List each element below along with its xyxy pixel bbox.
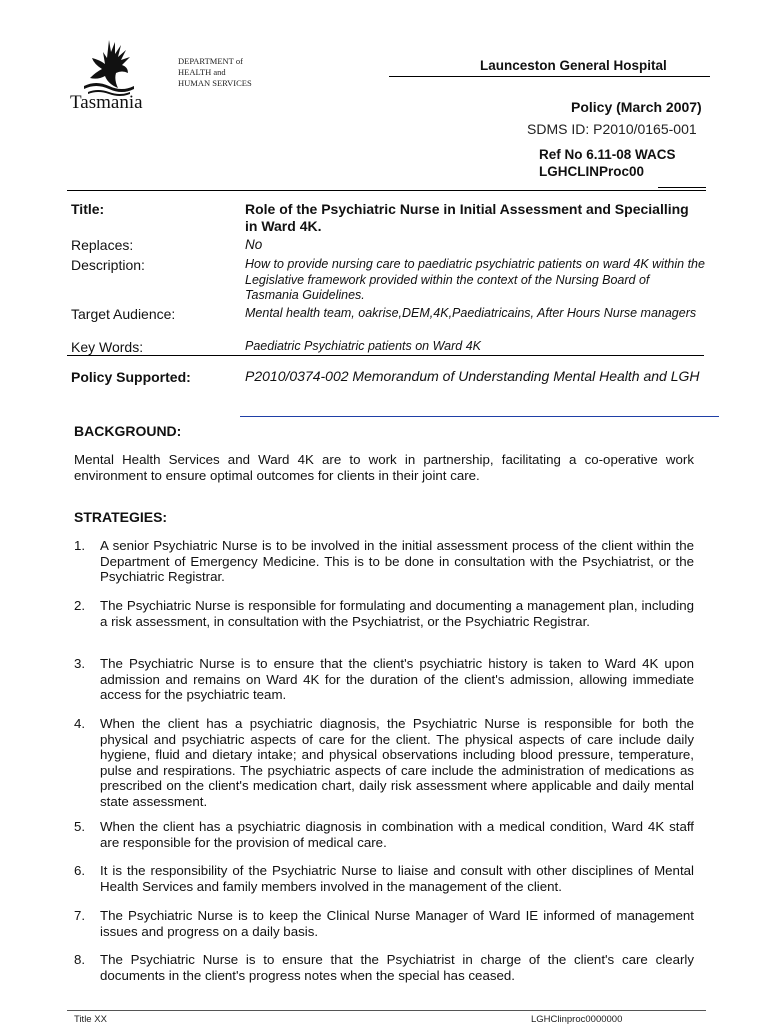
dept-line-3: HUMAN SERVICES [178,78,252,88]
title-value: Role of the Psychiatric Nurse in Initial Assessment and Specialling in Ward 4K. [245,201,689,234]
strategy-text: The Psychiatric Nurse is to ensure that the Psychiatrist in charge of the client's care clearly documents in the client's progress notes when the special has ceased. [100,952,694,983]
footer-rule [67,1010,706,1011]
supported-underline [240,416,719,417]
strategy-item [74,598,694,629]
meta-top-rule [67,190,706,191]
ref-underline [658,187,706,188]
dept-line-1: DEPARTMENT of [178,56,243,66]
background-text: Mental Health Services and Ward 4K are to work in partnership, facilitating a co-operative work environment to ensure optimal outcomes for clients in their joint care. [74,452,694,483]
strategy-item [74,952,694,983]
strategy-text: The Psychiatric Nurse is to ensure that the client's psychiatric history is taken to Ward 4K upon admission and remains on Ward 4K for the duration of the client's admission, allowing immediate access for the psychiatric team. [100,656,694,702]
strategy-number: 2. [74,598,86,613]
strategy-number: 3. [74,656,86,671]
strategy-item [74,819,694,850]
strategy-item [74,656,694,703]
strategy-number: 4. [74,716,86,731]
title-label: Title: [71,201,105,217]
audience-value: Mental health team, oakrise,DEM,4K,Paediatricains, After Hours Nurse managers [245,306,697,320]
department-name [178,56,252,89]
strategy-item [74,908,694,939]
policy-supported-value: P2010/0374-002 Memorandum of Understanding Mental Health and LGH [245,368,700,384]
strategy-text: The Psychiatric Nurse is to keep the Clinical Nurse Manager of Ward IE informed of management issues and progress on a daily basis. [100,908,694,939]
strategy-number: 6. [74,863,86,878]
replaces-value: No [245,237,263,252]
strategy-number: 7. [74,908,86,923]
description-label: Description: [71,257,145,273]
state-name: Tasmania [70,92,143,113]
strategy-number: 8. [74,952,86,967]
footer-left: Title XX [74,1014,107,1025]
dept-line-2: HEALTH and [178,67,226,77]
strategy-item [74,716,694,809]
strategy-text: The Psychiatric Nurse is responsible for formulating and documenting a management plan, including a risk assessment, in consultation with the Psychiatrist, or the Psychiatric Registrar. [100,598,694,629]
strategy-text: When the client has a psychiatric diagnosis, the Psychiatric Nurse is responsible for both the physical and psychiatric aspects of care for the client. The physical aspects of care include daily hygiene, fluid and dietary intake; and physical observations including blood pressure, temperature, pulse and respirations. The psychiatric aspects of care include the administration of medications as prescribed on the client's medication chart, daily risk assessment where applicable and daily mental state assessment. [100,716,694,809]
keywords-value: Paediatric Psychiatric patients on Ward 4K [245,339,481,353]
header-rule [389,76,710,77]
strategy-item [74,863,694,894]
strategy-item [74,538,694,585]
ref-number: Ref No 6.11-08 WACS [539,147,676,162]
meta-bottom-rule [67,355,704,356]
ref-code: LGHCLINProc00 [539,164,645,179]
strategy-text: When the client has a psychiatric diagnosis in combination with a medical condition, Ward 4K staff are responsible for the provision of medical care. [100,819,694,850]
strategy-number: 1. [74,538,86,553]
strategy-text: A senior Psychiatric Nurse is to be involved in the initial assessment process of the client within the Department of Emergency Medicine. This is to be done in consultation with the Psychiatrist, or the Psychiatric Registrar. [100,538,694,584]
hospital-name: Launceston General Hospital [480,58,667,73]
sdms-id: SDMS ID: P2010/0165-001 [527,121,697,137]
description-value: How to provide nursing care to paediatric psychiatric patients on ward 4K within the Legislative framework provided within the context of the Nursing Board of Tasmania Guidelines. [245,257,705,302]
strategies-heading: STRATEGIES: [74,509,168,525]
tasmania-logo [78,36,140,98]
background-heading: BACKGROUND: [74,423,182,439]
strategy-number: 5. [74,819,86,834]
strategy-text: It is the responsibility of the Psychiatric Nurse to liaise and consult with other disciplines of Mental Health Services and family members involved in the management of the client. [100,863,694,894]
keywords-label: Key Words: [71,339,144,355]
audience-label: Target Audience: [71,306,176,322]
footer-right: LGHClinproc0000000 [531,1014,623,1025]
policy-date: Policy (March 2007) [571,99,702,115]
policy-supported-label: Policy Supported: [71,369,191,385]
replaces-label: Replaces: [71,237,134,253]
